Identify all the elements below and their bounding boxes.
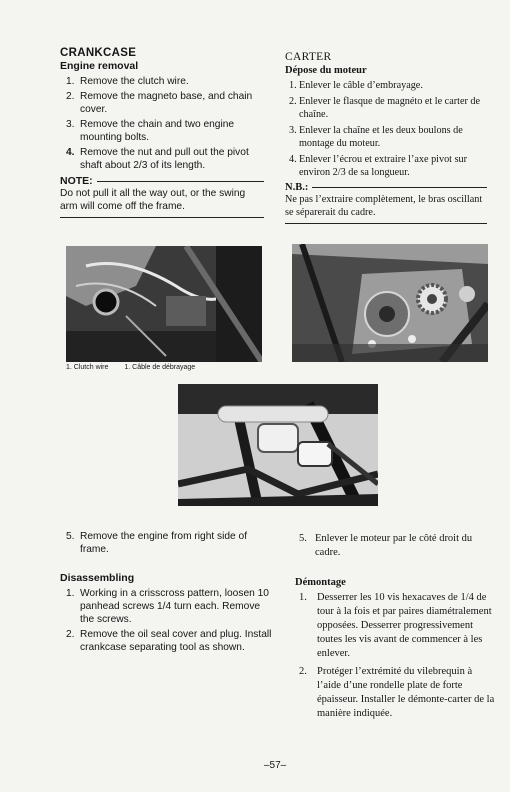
step-number: 3. — [66, 119, 75, 130]
list-item — [285, 79, 487, 92]
list-item — [285, 95, 487, 121]
demontage-steps — [295, 591, 495, 721]
step-text: Enlever le flasque de magnéto et le carter de chaîne. — [299, 96, 481, 120]
step-text: Remove the nut and pull out the pivot shaft about 2/3 of its length. — [80, 147, 249, 171]
step-number: 4. — [66, 147, 75, 158]
step-text: Remove the clutch wire. — [80, 76, 189, 87]
step-text: Remove the magneto base, and chain cover. — [80, 91, 253, 115]
divider — [285, 223, 487, 224]
step-5 — [60, 530, 272, 556]
step-number: 5. — [66, 531, 75, 542]
engine-removal-steps — [60, 75, 264, 172]
step-number: 1. — [299, 592, 307, 603]
depose-steps — [285, 79, 487, 179]
list-item — [60, 146, 264, 172]
engine-removal-heading: Engine removal — [60, 60, 139, 72]
step-number: 2. — [289, 96, 297, 107]
step-text: Remove the chain and two engine mounting bolts. — [80, 119, 235, 143]
depose-heading: Dépose du moteur — [285, 65, 367, 76]
list-item — [285, 153, 487, 179]
step-text: Enlever la chaîne et les deux boulons de montage du moteur. — [299, 125, 463, 149]
caption-french: 1. Câble de débrayage — [124, 364, 196, 371]
crankcase-photo — [292, 244, 488, 362]
step-text: Remove the engine from right side of frame. — [80, 531, 248, 555]
step-number: 2. — [66, 629, 75, 640]
french-bottom — [295, 532, 495, 721]
step-number: 2. — [66, 91, 75, 102]
divider — [60, 217, 264, 218]
list-item — [60, 118, 264, 144]
demontage-heading: Démontage — [295, 577, 346, 588]
disassembling-steps — [60, 587, 272, 654]
step-text: Enlever l’écrou et extraire l’axe pivot sur environ 2/3 de sa longueur. — [299, 154, 468, 178]
list-item — [60, 90, 264, 116]
step-text: Remove the oil seal cover and plug. Install crankcase separating tool as shown. — [80, 629, 272, 653]
note-block — [285, 182, 487, 224]
note-text: Do not pull it all the way out, or the swing arm will come off the frame. — [60, 188, 246, 212]
crankcase-photo-illustration — [292, 244, 488, 362]
step-text: Protéger l’extrémité du vilebrequin à l’aide d’une rondelle plate de forte épaisseur. Installer le démonte-carter de la manière indiquée. — [317, 666, 495, 719]
pivot-photo-illustration — [178, 384, 378, 506]
step-number: 3. — [289, 125, 297, 136]
section-title-crankcase: CRANKCASE — [60, 47, 137, 59]
divider — [312, 187, 487, 188]
english-bottom — [60, 530, 272, 654]
list-item — [285, 124, 487, 150]
step-number: 2. — [299, 666, 307, 677]
list-item — [295, 591, 495, 661]
note-label: N.B.: — [285, 182, 309, 193]
step-number: 1. — [289, 80, 297, 91]
caption-english: 1. Clutch wire — [66, 364, 109, 371]
step-5 — [295, 532, 495, 560]
step-number: 5. — [299, 533, 307, 544]
list-item — [60, 75, 264, 88]
clutch-wire-photo — [66, 246, 262, 362]
step-number: 1. — [66, 588, 75, 599]
note-text: Ne pas l’extraire complètement, le bras oscillant se séparerait du cadre. — [285, 194, 483, 218]
step-text: Working in a crisscross pattern, loosen 10 panhead screws 1/4 turn each. Remove the screws. — [80, 588, 269, 625]
list-item — [60, 628, 272, 654]
english-column — [60, 46, 264, 218]
page-number: –57– — [264, 760, 287, 771]
list-item — [295, 665, 495, 721]
note-block — [60, 175, 264, 218]
step-text: Enlever le câble d’embrayage. — [299, 80, 423, 91]
divider — [97, 181, 264, 182]
photo-caption — [66, 364, 266, 371]
disassembling-heading: Disassembling — [60, 572, 135, 584]
step-text: Desserrer les 10 vis hexacaves de 1/4 de tour à la fois et par paires diamétralement opposées. Desserrer progressivement toutes les vis avant de commencer à les enlever. — [317, 592, 492, 659]
note-label: NOTE: — [60, 175, 93, 187]
step-number: 4. — [289, 154, 297, 165]
engine-photo-illustration — [66, 246, 262, 362]
list-item — [60, 587, 272, 626]
step-number: 1. — [66, 76, 75, 87]
section-title-carter: CARTER — [285, 51, 332, 63]
french-column — [285, 50, 487, 224]
step-text: Enlever le moteur par le côté droit du cadre. — [315, 533, 473, 558]
pivot-shaft-photo — [178, 384, 378, 506]
